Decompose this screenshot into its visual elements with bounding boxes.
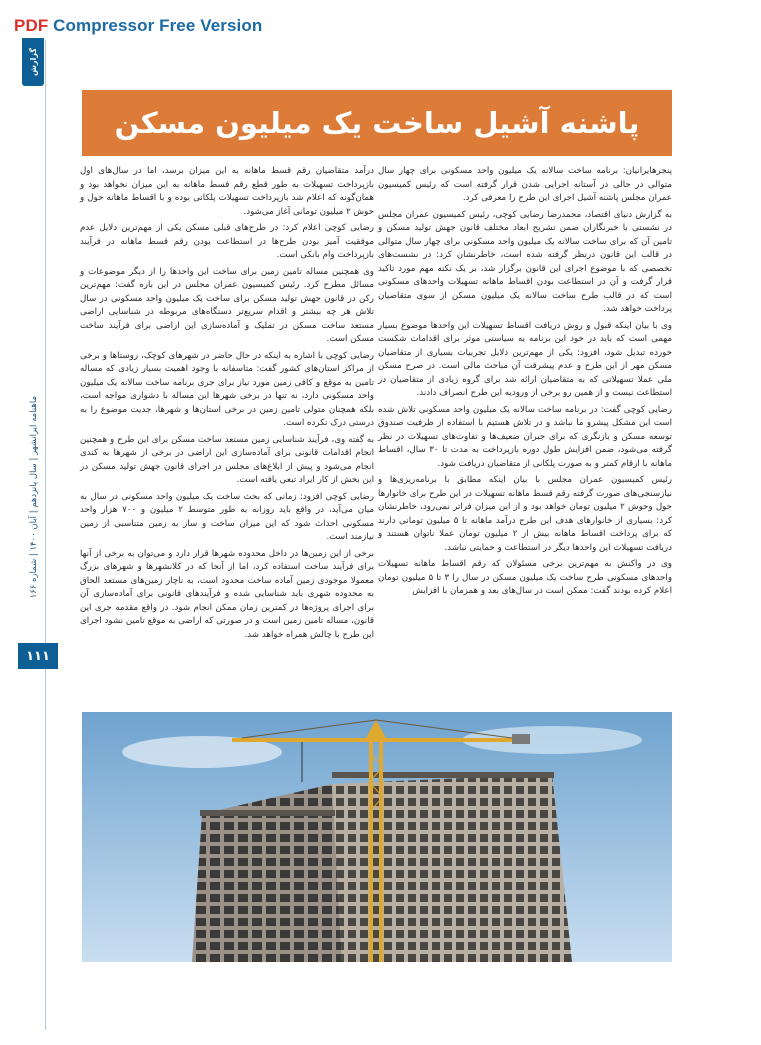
article-right-column <box>378 165 672 602</box>
paragraph: رئیس کمیسیون عمران مجلس با بیان اینکه مطابق با برنامه‌ریزی‌ها و نیازسنجی‌های صورت گرفته رقم قسط ماهانه تسهیلات در این طرح برای خانوارها حول وحوش ۲ میلیون تومان خواهد بود و از این میزان فراتر نمی‌رود، خاطرنشان کرد: بسیاری از خانوارهای هدف این طرح درآمد ماهانه تا ۵ میلیون تومانی دارند که برای پرداخت اقساط ماهانه بیش از ۲ میلیون تومان عملا ناتوان هستند و دریافت تسهیلات این واحدها دیگر در استطاعت و حمایتی نباشد. <box>378 475 672 553</box>
watermark-label: Compressor Free Version <box>53 16 263 35</box>
paragraph: پنجرهایرانیان: برنامه ساخت سالانه یک میلیون واحد مسکونی برای چهار سال متوالی در حالی در آستانه اجرایی شدن قرار گرفته است که رئیس کمیسیون عمران مجلس پاشنه آشیل اجرای این طرح را معرفی کرد. <box>378 166 672 203</box>
page-spine-divider <box>45 40 46 1030</box>
building-under-construction-illustration <box>82 712 672 962</box>
pdf-compressor-watermark <box>14 16 262 36</box>
paragraph: وی همچنین مساله تامین زمین برای ساخت این واحدها را از دیگر موضوعات و مسائل مطرح کرد. رئیس کمیسیون عمران مجلس در این باره گفت: مهم‌ترین رکن در قانون جهش تولید مسکن برای ساخت یک میلیون واحد مسکونی در سال تلاش هر چه بیشتر و اقدام سریع‌تر دستگاه‌های مربوطه در شناسایی اراضی مستعد ساخت مسکن در تملیک و آماده‌سازی این اراضی برای فرآیند ساخت مسکن است. <box>80 266 374 344</box>
article-title-banner <box>82 90 672 156</box>
issue-info: ماهنامه ایرانشهر | سال پانزدهم | آبان ۱۴۰۰ | شماره ۱۶۶ <box>29 395 39 599</box>
watermark-pdf-mark: PDF <box>14 16 49 35</box>
paragraph: برخی از این زمین‌ها در داخل محدوده شهرها قرار دارد و می‌توان به برخی از آنها برای فرآیند ساخت استفاده کرد، اما از آنجا که در کلانشهرها و شهرهای بزرگ معمولا موجودی زمین آماده ساخت محدود است، به ناچار زمین‌های مستعد الحاق به محدوده شهری باید شناسایی شده و فرآیندهای قانونی برای آماده‌سازی آن برای اجرای پروژه‌ها در کمترین زمان ممکن انجام شود. در واقع مقدمه جری این قانون، مساله تامین زمین است و در صورتی که اراضی به موقع تامین نشود اجرای این طرح با چالش همراه خواهد شد. <box>80 548 374 640</box>
paragraph: درآمد متقاضیان رقم قسط ماهانه به این میزان برسد، اما در سال‌های اول بازپرداخت تسهیلات به طور قطع رقم قسط ماهانه به این میزان نخواهد بود و همان‌گونه که اعلام شد بازپرداخت تسهیلات پلکانی بوده و با اقساط ماهانه حول و حوش ۲ میلیون تومانی آغاز می‌شود. <box>80 166 374 217</box>
paragraph: رضایی کوچی افزود: زمانی که بحث ساخت یک میلیون واحد مسکونی در سال به میان می‌آید، در واقع باید روزانه به طور متوسط ۲ میلیون و ۷۰۰ هزار واحد مسکونی احداث شود که این میزان ساخت و ساز به زمین متناسبی از زمین نیازمند است. <box>80 491 374 542</box>
paragraph: رضایی کوچی با اشاره به اینکه در حال حاضر در شهرهای کوچک، روستاها و برخی از مراکز استان‌های کشور گفت: متاسفانه با وجود اهمیت بسیار زیادی که مساله تامین به موقع و کافی زمین مورد نیاز برای جری برنامه ساخت سالانه یک میلیون واحد مسکونی دارد، نه تنها در برخی شهرها این مساله با دشواری مواجه است، بلکه همچنان متولی تامین زمین در برخی استان‌ها و شهرها، جدیت موضوع را به درستی درک نکرده است. <box>80 350 374 428</box>
construction-photo <box>82 712 672 962</box>
paragraph: به گزارش دنیای اقتصاد، محمدرضا رضایی کوچی، رئیس کمیسیون عمران مجلس در نشستی با خبرنگاران ضمن تشریح ابعاد مختلف قانون جهش تولید مسکن و تامین آن که برای ساخت سالانه یک میلیون واحد مسکونی برای چهار سال متوالی در قالب این قانون درنظر گرفته شده است، خاطرنشان کرد: در نشست‌های تخصصی که با موضوع اجرای این قانون برگزار شد، بر یک نکته مهم مورد تاکید قرار گرفت و آن در استطاعت بودن اقساط ماهانه تسهیلات واحدهای مسکونی است که در قالب طرح ساخت سالانه یک میلیون مسکن از سوی متقاضیان پرداخت خواهد شد. <box>378 209 672 314</box>
article-left-column <box>80 165 374 645</box>
section-tab <box>22 38 44 86</box>
section-label: گزارش <box>28 47 38 76</box>
paragraph: وی در واکنش به مهم‌ترین برخی مسئولان که رقم اقساط ماهانه تسهیلات واحدهای مسکونی طرح ساخت یک میلیون مسکن در سال را ۳ تا ۵ میلیون تومان اعلام کرده بودند گفت: ممکن است در سال‌های بعد و همزمان با افزایش <box>378 559 673 596</box>
running-footer <box>27 372 41 622</box>
paragraph: به گفته وی، فرآیند شناسایی زمین مستعد ساخت مسکن برای این طرح و همچنین انجام اقدامات قانونی برای آماده‌سازی این اراضی در برخی از شهرها به کندی انجام می‌شود و پیش از ابلاغ‌های مجلس در اجرای قانون جهش تولید مسکن در این بخش از کار ایراد تبعی یافته است. <box>80 434 374 485</box>
paragraph: وی با بیان اینکه قبول و روش دریافت اقساط تسهیلات این واحدها موضوع بسیار مهمی است که باید در خود این برنامه به سیاستی موثر برای اقدامات شکست خورده تبدیل شود، افزود: یکی از مهم‌ترین دلایل تجربیات بسیاری از متقاضیان مسکن مهر از این طرح و عدم پیشرفت آن مباحث مالی است. در صرح مسکن ملی عملا تسهیلاتی که به متقاضیان ارائه شد برای گروه زیادی از متقاضیان در استطاعت نیست و از همین رو برخی از ورودیه این طرح انصراف دادند. <box>378 320 672 398</box>
paragraph: رضایی کوچی گفت: در برنامه ساخت سالانه یک میلیون واحد مسکونی تلاش شده است این مشکل پیشرو ما نباشد و در تلاش هستیم با استفاده از ظرفیت صندوق توسعه مسکن و بازنگری که برای جبران ضعیف‌ها و تفاوت‌های تسهیلات در نظر گرفته می‌شود، ضمن افزایش طول دوره بازپرداخت به مدت تا ۳۰ سال، اقساط ماهانه با ارقام کمتر و به صورت پلکانی از متقاضیان دریافت شود. <box>378 404 672 469</box>
paragraph: رضایی کوچی اعلام کرد: در طرح‌های قبلی مسکن یکی از مهم‌ترین دلایل عدم موفقیت آمیز بودن طرح‌ها در استطاعت بودن رقم قسط ماهانه در فرآیند بازپرداخت وام بانکی است. <box>80 223 374 260</box>
page-number: ۱۱۱ <box>18 643 58 669</box>
article-title: پاشنه آشیل ساخت یک میلیون مسکن <box>114 106 640 140</box>
